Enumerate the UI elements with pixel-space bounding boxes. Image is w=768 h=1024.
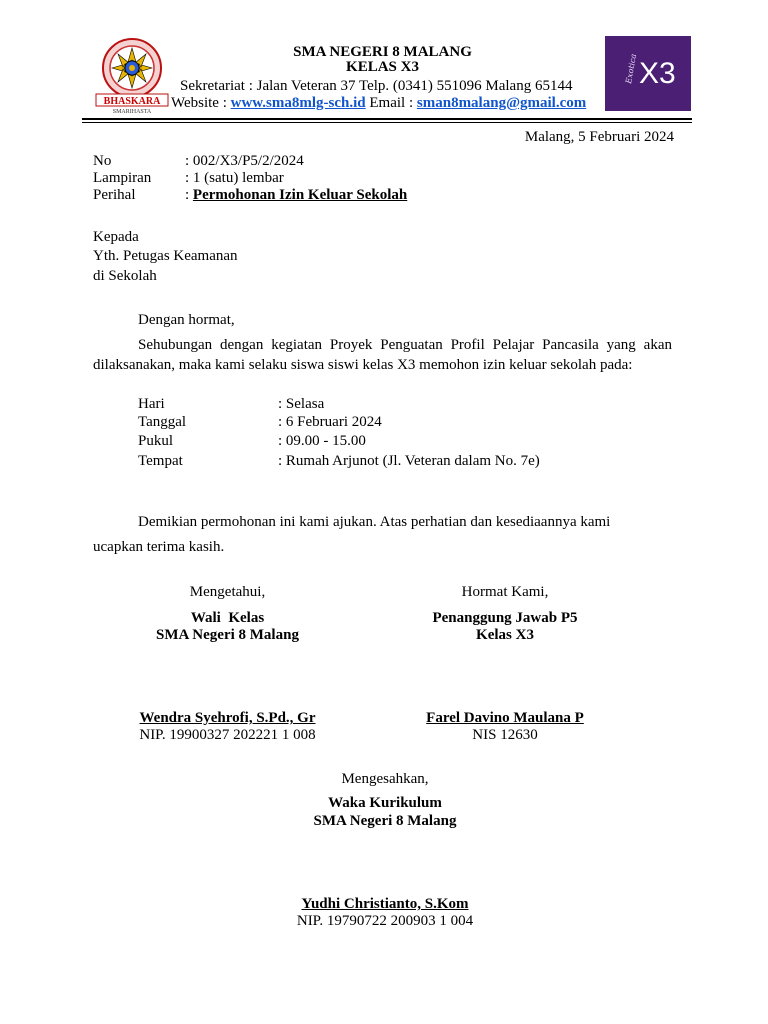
class-logo xyxy=(605,36,691,111)
sig-right-role: Penanggung Jawab P5 xyxy=(432,610,578,626)
letter-date: Malang, 5 Februari 2024 xyxy=(524,129,674,145)
class-name: KELAS X3 xyxy=(346,59,419,75)
sig-left-org: SMA Negeri 8 Malang xyxy=(156,627,299,643)
body-line-2: dilaksanakan, maka kami selaku siswa siswi kelas X3 memohon izin keluar sekolah pada: xyxy=(93,357,633,373)
logo-script-text: Exotica xyxy=(624,53,639,85)
sig-bottom-org: SMA Negeri 8 Malang xyxy=(313,813,457,829)
detail-label-pukul: Pukul xyxy=(138,433,174,449)
meta-value-no: : 002/X3/P5/2/2024 xyxy=(185,153,304,169)
contact-line xyxy=(171,95,586,112)
detail-value-pukul: : 09.00 - 15.00 xyxy=(278,433,366,449)
recipient-line-2: Yth. Petugas Keamanan xyxy=(93,248,238,264)
detail-value-tempat: : Rumah Arjunot (Jl. Veteran dalam No. 7e) xyxy=(278,453,540,469)
detail-label-hari: Hari xyxy=(138,396,165,412)
greeting: Dengan hormat, xyxy=(138,312,235,328)
website-label: Website : xyxy=(171,95,227,111)
meta-value-lampiran: : 1 (satu) lembar xyxy=(185,170,284,186)
sig-bottom-intro: Mengesahkan, xyxy=(341,771,429,787)
detail-value-hari: : Selasa xyxy=(278,396,325,412)
email-link[interactable]: sman8malang@gmail.com xyxy=(416,95,587,111)
detail-label-tempat: Tempat xyxy=(138,453,183,469)
sig-right-intro: Hormat Kami, xyxy=(461,584,549,600)
detail-value-tanggal: : 6 Februari 2024 xyxy=(278,414,382,430)
sig-left-role: Wali Kelas xyxy=(190,610,265,626)
body-line-1: Sehubungan dengan kegiatan Proyek Penguatan Profil Pelajar Pancasila yang akan xyxy=(138,337,672,353)
school-logo xyxy=(92,36,172,116)
meta-value-perihal xyxy=(185,187,407,204)
sig-left-name: Wendra Syehrofi, S.Pd., Gr xyxy=(139,710,316,726)
meta-label-lampiran: Lampiran xyxy=(93,170,152,186)
meta-label-no: No xyxy=(93,153,112,169)
meta-perihal-sep: : xyxy=(185,187,193,203)
school-name: SMA NEGERI 8 MALANG xyxy=(293,44,472,60)
sig-right-name: Farel Davino Maulana P xyxy=(426,710,584,726)
logo-x3-mark: X3 xyxy=(639,57,676,90)
email-label: Email : xyxy=(369,95,414,111)
sig-left-intro: Mengetahui, xyxy=(189,584,266,600)
logo-motto-text: SMARIHASTA xyxy=(112,109,152,115)
detail-label-tanggal: Tanggal xyxy=(138,414,187,430)
address-line: Sekretariat : Jalan Veteran 37 Telp. (0341) 551096 Malang 65144 xyxy=(180,78,573,94)
recipient-line-3: di Sekolah xyxy=(93,268,157,284)
closing-line-2: ucapkan terima kasih. xyxy=(93,539,225,555)
sig-right-org: Kelas X3 xyxy=(476,627,534,643)
recipient-line-1: Kepada xyxy=(93,229,139,245)
sig-bottom-id: NIP. 19790722 200903 1 004 xyxy=(296,913,474,929)
closing-line-1: Demikian permohonan ini kami ajukan. Atas perhatian dan kesediaannya kami xyxy=(138,514,611,530)
sig-right-id: NIS 12630 xyxy=(472,727,538,743)
header-rule xyxy=(82,118,692,120)
website-link[interactable]: www.sma8mlg-sch.id xyxy=(230,95,366,111)
logo-banner-text: BHASKARA xyxy=(103,96,161,107)
meta-label-perihal: Perihal xyxy=(93,187,136,203)
sig-left-id: NIP. 19900327 202221 1 008 xyxy=(139,727,316,743)
header-rule-thin xyxy=(82,122,692,123)
subject-text: Permohonan Izin Keluar Sekolah xyxy=(192,187,408,203)
sig-bottom-role: Waka Kurikulum xyxy=(328,795,442,811)
sig-bottom-name: Yudhi Christianto, S.Kom xyxy=(301,896,469,912)
